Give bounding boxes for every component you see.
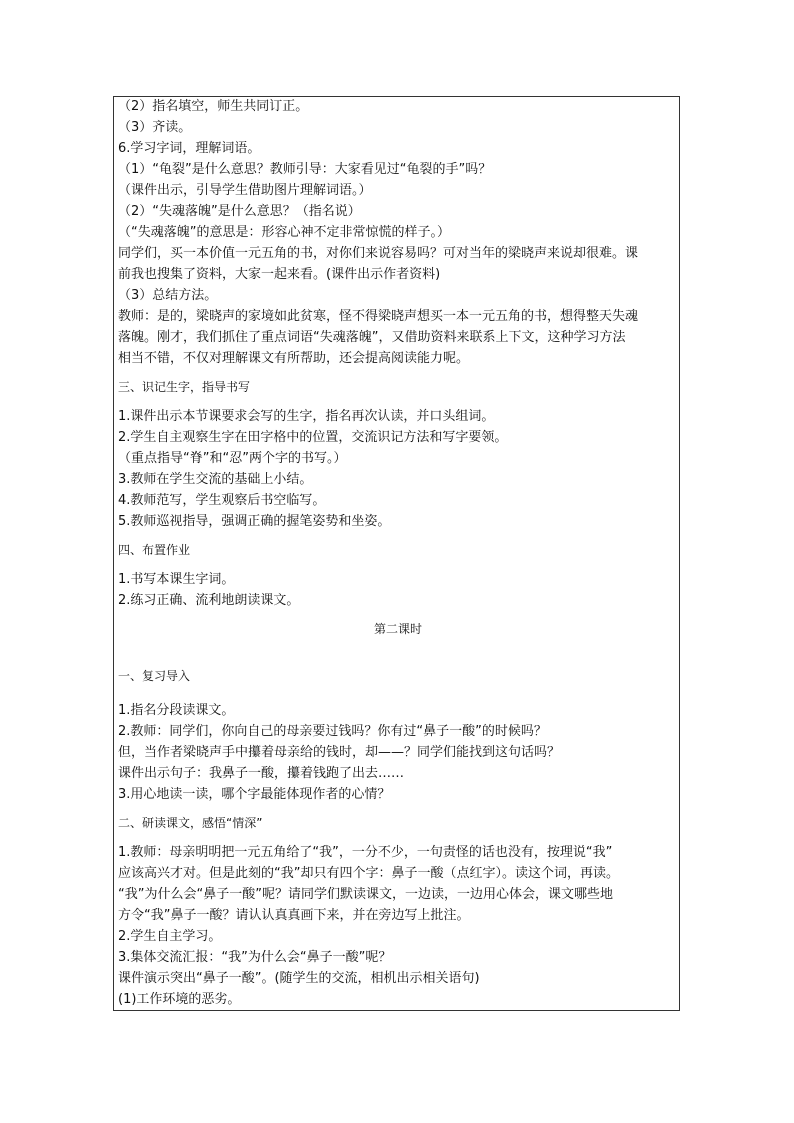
text-line: （3）齐读。 — [118, 120, 192, 135]
text-line: 2.学生自主学习。 — [118, 929, 222, 944]
text-line: 3.用心地读一读，哪个字最能体现作者的心情？ — [118, 787, 391, 802]
homework-list — [118, 569, 678, 611]
text-line: 但，当作者梁晓声手中攥着母亲给的钱时，却——？同学们能找到这句话吗？ — [118, 745, 561, 760]
text-line: 1.课件出示本节课要求会写的生字，指名再次认读，并口头组词。 — [118, 409, 495, 424]
text-line: （2）“失魂落魄”是什么意思？（指名说） — [118, 204, 361, 219]
text-line: 相当不错，不仅对理解课文有所帮助，还会提高阅读能力呢。 — [118, 351, 470, 366]
section-heading-reading: 二、研读课文，感悟“情深” — [118, 816, 263, 830]
text-line: 2.学生自主观察生字在田字格中的位置，交流识记方法和写字要领。 — [118, 430, 508, 445]
text-line: 1.指名分段读课文。 — [118, 703, 235, 718]
section-heading-review: 一、复习导入 — [118, 669, 191, 683]
text-line: 4.教师范写，学生观察后书空临写。 — [118, 493, 326, 508]
reading-step-list — [118, 842, 678, 1010]
text-line: （1）“龟裂”是什么意思？教师引导：大家看见过“龟裂的手”吗？ — [118, 162, 492, 177]
section-heading-homework: 四、布置作业 — [118, 543, 191, 557]
text-line: 前我也搜集了资料，大家一起来看。(课件出示作者资料) — [118, 267, 441, 282]
text-line: 3.集体交流汇报：“我”为什么会“鼻子一酸”呢？ — [118, 950, 392, 965]
text-line: （重点指导“脊”和“忍”两个字的书写。） — [118, 451, 347, 466]
text-line: 教师：是的，梁晓声的家境如此贫寒，怪不得梁晓声想买一本一元五角的书，想得整天失魂 — [118, 309, 639, 324]
text-line: 课件出示句子：我鼻子一酸，攥着钱跑了出去…… — [118, 766, 405, 781]
text-line: 1.书写本课生字词。 — [118, 572, 235, 587]
text-line: （2）指名填空，师生共同订正。 — [118, 99, 309, 114]
text-line: 6.学习字词，理解词语。 — [118, 141, 261, 156]
text-line: “我”为什么会“鼻子一酸”呢？请同学们默读课文，一边读，一边用心体会，课文哪些地 — [118, 887, 613, 902]
text-line: 2.练习正确、流利地朗读课文。 — [118, 593, 300, 608]
lesson1-step-list — [118, 96, 678, 369]
text-line: 落魄。刚才，我们抓住了重点词语“失魂落魄”，又借助资料来联系上下文，这种学习方法 — [118, 330, 626, 345]
text-line: （3）总结方法。 — [118, 288, 218, 303]
text-line: （课件出示，引导学生借助图片理解词语。） — [118, 183, 372, 198]
text-line: 方令“我”鼻子一酸？请认认真真画下来，并在旁边写上批注。 — [118, 908, 470, 923]
text-line: 同学们，买一本价值一元五角的书，对你们来说容易吗？可对当年的梁晓声来说却很难。课 — [118, 246, 639, 261]
text-line: 1.教师：母亲明明把一元五角给了“我”，一分不少，一句责怪的话也没有，按理说“我” — [118, 845, 613, 860]
lesson2-title: 第二课时 — [373, 622, 422, 636]
review-step-list — [118, 700, 678, 805]
writing-step-list — [118, 406, 678, 532]
text-line: （“失魂落魄”的意思是：形容心神不定非常惊慌的样子。） — [118, 225, 450, 240]
lesson-plan-content — [118, 96, 678, 1010]
text-line: 课件演示突出“鼻子一酸”。(随学生的交流，相机出示相关语句) — [118, 971, 480, 986]
text-line: 5.教师巡视指导，强调正确的握笔姿势和坐姿。 — [118, 514, 391, 529]
section-heading-writing: 三、识记生字，指导书写 — [118, 380, 251, 394]
text-line: (1)工作环境的恶劣。 — [118, 992, 241, 1007]
text-line: 3.教师在学生交流的基础上小结。 — [118, 472, 313, 487]
text-line: 2.教师：同学们，你向自己的母亲要过钱吗？你有过“鼻子一酸”的时候吗？ — [118, 724, 547, 739]
text-line: 应该高兴才对。但是此刻的“我”却只有四个字：鼻子一酸（点红字）。读这个词，再读。 — [118, 866, 619, 881]
